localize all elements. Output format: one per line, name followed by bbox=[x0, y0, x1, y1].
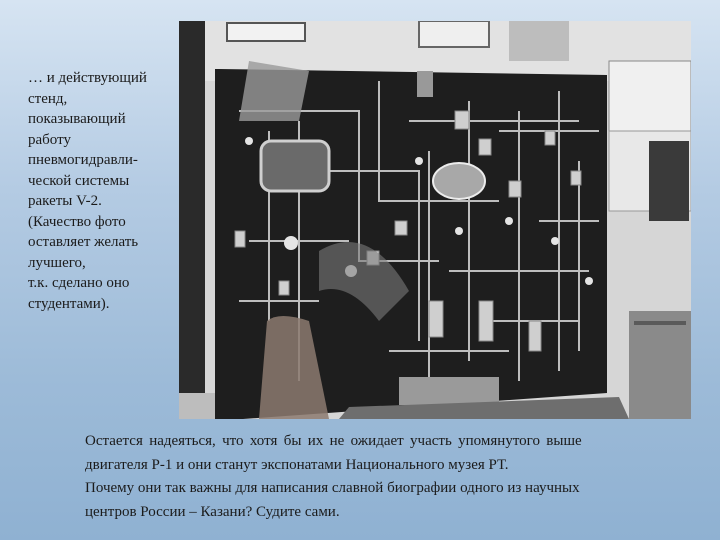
caption-line: показывающий bbox=[28, 111, 126, 127]
paragraph bbox=[68, 477, 682, 524]
right-cabinet bbox=[629, 311, 691, 419]
caption-line: (Качество фото bbox=[28, 213, 126, 230]
body-text bbox=[68, 430, 682, 524]
chair bbox=[399, 377, 499, 405]
paragraph-line: двигателя Р-1 и они станут экспонатами Национального музея РТ. bbox=[85, 456, 509, 473]
caption-line: студентами). bbox=[28, 295, 110, 312]
paragraph-line: Почему они так важны для написания славной биографии одного из научных bbox=[85, 480, 580, 496]
right-poster bbox=[609, 61, 691, 131]
radiator bbox=[179, 393, 215, 419]
caption-line: оставляет желать bbox=[28, 234, 139, 250]
caption-line: ракеты V-2. bbox=[28, 193, 102, 209]
caption-line: … и действующий bbox=[28, 70, 147, 86]
paragraph-line: центров России – Казани? Судите сами. bbox=[85, 503, 340, 520]
caption-line: стенд, bbox=[28, 90, 68, 107]
paragraph-line: Остается надеяться, что хотя бы их не ожидает участь упомянутого выше bbox=[85, 433, 582, 449]
oval-tank bbox=[433, 163, 485, 199]
caption-line: лучшего, bbox=[28, 254, 86, 271]
caption-line: т.к. сделано оно bbox=[28, 275, 130, 291]
paragraph bbox=[68, 430, 682, 477]
photo-caption bbox=[28, 68, 178, 314]
small-tank bbox=[417, 71, 433, 97]
left-column bbox=[179, 21, 205, 419]
right-device bbox=[649, 141, 689, 221]
wall-sign bbox=[227, 23, 305, 41]
cabinet-edge bbox=[634, 321, 686, 325]
stand-photo-drawing bbox=[179, 21, 691, 419]
test-stand-photo bbox=[179, 21, 691, 419]
caption-line: ческой системы bbox=[28, 172, 130, 189]
caption-line: пневмогидравли- bbox=[28, 152, 138, 168]
wall-object bbox=[509, 21, 569, 61]
wall-frame bbox=[419, 21, 489, 47]
upper-tank bbox=[261, 141, 329, 191]
caption-line: работу bbox=[28, 131, 71, 148]
upper-light-patch bbox=[239, 61, 309, 121]
